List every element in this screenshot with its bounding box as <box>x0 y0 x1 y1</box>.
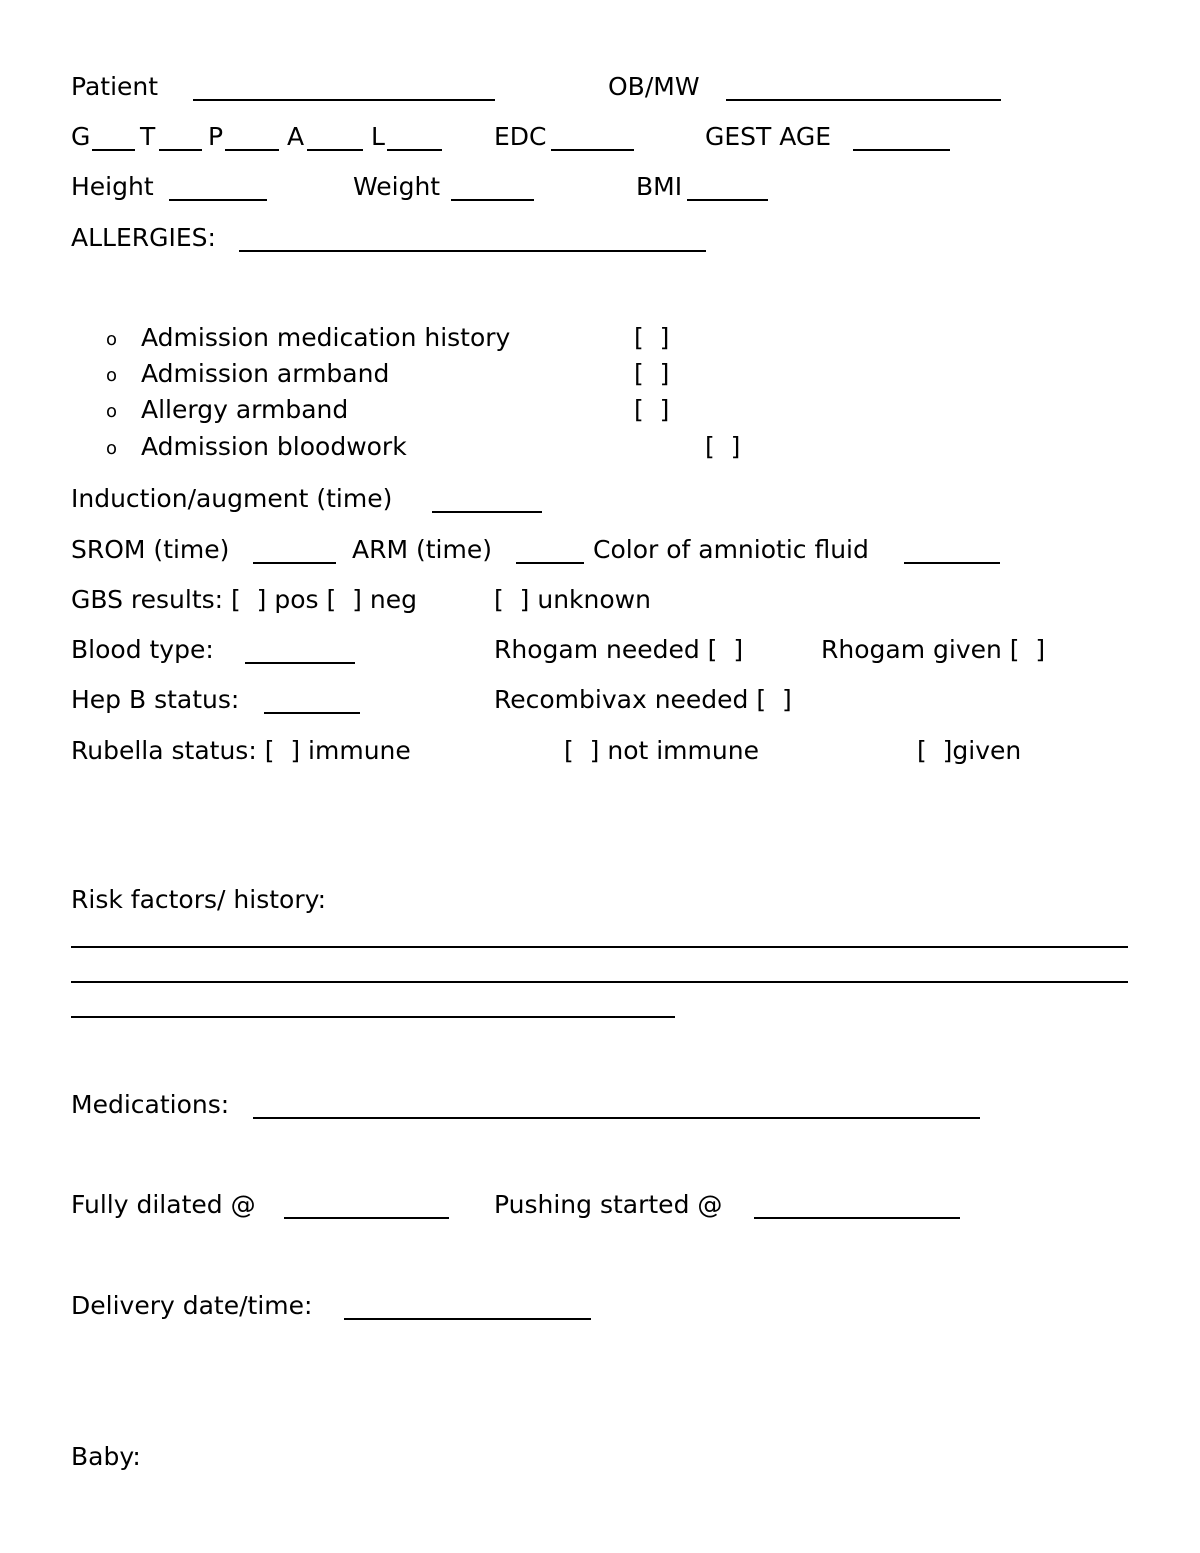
patient-label: Patient <box>71 72 159 101</box>
risk-factors-label: Risk factors/ history: <box>71 885 326 914</box>
bullet-icon: o <box>106 401 118 422</box>
risk-factors-line-3[interactable] <box>71 1016 675 1018</box>
checklist-item-label: Admission bloodwork <box>141 432 407 461</box>
checklist-item-label: Admission armband <box>141 359 390 388</box>
edc-field[interactable] <box>551 149 634 151</box>
delivery-datetime-field[interactable] <box>344 1318 591 1320</box>
rubella-given-checkbox[interactable]: [ ]given <box>917 736 1022 765</box>
checklist-item-checkbox[interactable]: [ ] <box>705 432 741 461</box>
medications-field[interactable] <box>253 1117 980 1119</box>
gest-age-label: GEST AGE <box>705 122 832 151</box>
srom-field[interactable] <box>253 562 336 564</box>
p-field[interactable] <box>225 149 279 151</box>
l-field[interactable] <box>387 149 442 151</box>
height-field[interactable] <box>169 199 267 201</box>
edc-label: EDC <box>494 122 547 151</box>
induction-field[interactable] <box>432 511 542 513</box>
weight-label: Weight <box>353 172 441 201</box>
medications-label: Medications: <box>71 1090 230 1119</box>
pushing-started-label: Pushing started @ <box>494 1190 723 1219</box>
hepb-status-label: Hep B status: <box>71 685 240 714</box>
srom-label: SROM (time) <box>71 535 230 564</box>
gest-age-field[interactable] <box>853 149 950 151</box>
checklist-item-checkbox[interactable]: [ ] <box>634 395 670 424</box>
a-field[interactable] <box>307 149 363 151</box>
obmw-field[interactable] <box>726 99 1001 101</box>
checklist-item-label: Allergy armband <box>141 395 349 424</box>
rhogam-given-checkbox[interactable]: Rhogam given [ ] <box>821 635 1046 664</box>
t-field[interactable] <box>159 149 202 151</box>
height-label: Height <box>71 172 154 201</box>
blood-type-field[interactable] <box>245 662 355 664</box>
pushing-started-field[interactable] <box>754 1217 960 1219</box>
bullet-icon: o <box>106 438 118 459</box>
checklist-item-checkbox[interactable]: [ ] <box>634 359 670 388</box>
p-label: P <box>208 122 224 151</box>
arm-label: ARM (time) <box>352 535 492 564</box>
bullet-icon: o <box>106 365 118 386</box>
g-label: G <box>71 122 91 151</box>
delivery-datetime-label: Delivery date/time: <box>71 1291 313 1320</box>
a-label: A <box>287 122 305 151</box>
allergies-label: ALLERGIES: <box>71 223 216 252</box>
gbs-unknown-checkbox[interactable]: [ ] unknown <box>494 585 651 614</box>
fully-dilated-field[interactable] <box>284 1217 449 1219</box>
fully-dilated-label: Fully dilated @ <box>71 1190 256 1219</box>
patient-field[interactable] <box>193 99 495 101</box>
gbs-results[interactable]: GBS results: [ ] pos [ ] neg <box>71 585 417 614</box>
amniotic-fluid-label: Color of amniotic fluid <box>593 535 869 564</box>
checklist-item-checkbox[interactable]: [ ] <box>634 323 670 352</box>
bmi-field[interactable] <box>687 199 768 201</box>
bullet-icon: o <box>106 329 118 350</box>
induction-label: Induction/augment (time) <box>71 484 393 513</box>
recombivax-checkbox[interactable]: Recombivax needed [ ] <box>494 685 792 714</box>
weight-field[interactable] <box>451 199 534 201</box>
rubella-not-immune-checkbox[interactable]: [ ] not immune <box>564 736 759 765</box>
allergies-field[interactable] <box>239 250 706 252</box>
l-label: L <box>371 122 385 151</box>
g-field[interactable] <box>92 149 135 151</box>
baby-label: Baby: <box>71 1442 141 1471</box>
rubella-immune-checkbox[interactable]: Rubella status: [ ] immune <box>71 736 411 765</box>
amniotic-fluid-field[interactable] <box>904 562 1000 564</box>
risk-factors-line-1[interactable] <box>71 946 1128 948</box>
t-label: T <box>140 122 156 151</box>
arm-field[interactable] <box>516 562 584 564</box>
rhogam-needed-checkbox[interactable]: Rhogam needed [ ] <box>494 635 744 664</box>
checklist-item-label: Admission medication history <box>141 323 511 352</box>
risk-factors-line-2[interactable] <box>71 981 1128 983</box>
blood-type-label: Blood type: <box>71 635 214 664</box>
obmw-label: OB/MW <box>608 72 700 101</box>
hepb-status-field[interactable] <box>264 712 360 714</box>
bmi-label: BMI <box>636 172 683 201</box>
